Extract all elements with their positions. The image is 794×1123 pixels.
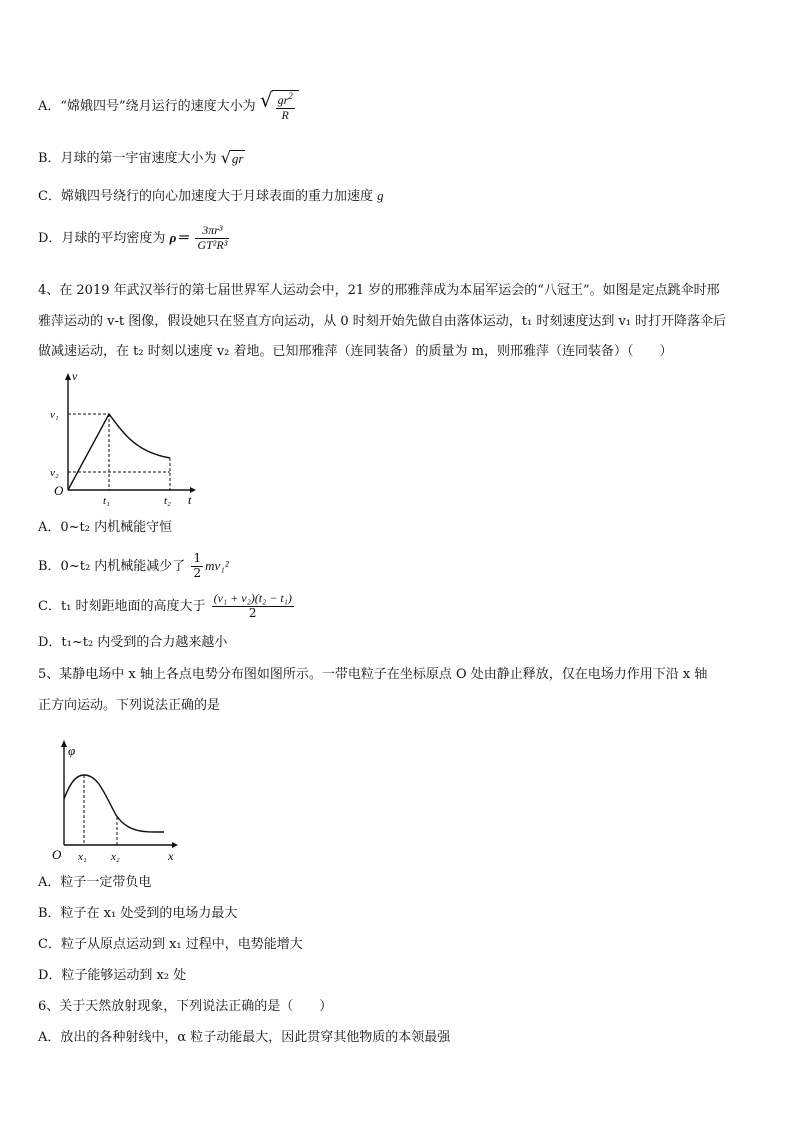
q3-option-c-g: g (377, 188, 384, 203)
q3-option-d-rho: ρ＝ (169, 229, 190, 245)
q4-stem-line2: 雅萍运动的 v-t 图像，假设她只在竖直方向运动，从 0 时刻开始先做自由落体运动，t₁ 时刻速度达到 v₁ 时打开降落伞后 (38, 314, 727, 329)
q4-label-v1: v₁ (50, 409, 59, 421)
q5-option-d: D．粒子能够运动到 x₂ 处 (38, 968, 187, 983)
q4-c-den: 2 (248, 605, 257, 620)
q4-option-c-text: C．t₁ 时刻距地面的高度大于 (38, 598, 206, 614)
q5-x-arrow (172, 842, 178, 848)
q4-vt-curve (68, 414, 170, 490)
q3-option-d-text: D．月球的平均密度为 (38, 230, 166, 246)
q3-option-b-text: B．月球的第一宇宙速度大小为 (38, 150, 217, 166)
q3-option-d (38, 224, 231, 253)
q3-b-expr: gr (231, 151, 244, 166)
q3-option-c (38, 188, 384, 205)
q5-stem-line2: 正方向运动。下列说法正确的是 (38, 698, 221, 713)
q4-b-den: 2 (193, 565, 202, 580)
q4-option-c (38, 592, 296, 621)
q6-stem: 6、关于天然放射现象，下列说法正确的是（ ） (38, 999, 333, 1014)
q4-stem-line3: 做减速运动，在 t₂ 时刻以速度 v₂ 着地。已知邢雅萍（连同装备）的质量为 m，则邢雅萍（连同装备）（ ） (38, 344, 673, 359)
q4-origin: O (54, 483, 64, 498)
q5-y-arrow (61, 740, 67, 747)
q3-option-a-sqrt: √ $\frac{gr^2}{R}$ (260, 90, 299, 123)
q5-stem-line1: 5、某静电场中 x 轴上各点电势分布图如图所示。一带电粒子在坐标原点 O 处由静止释放，仅在电场力作用下沿 x 轴 (38, 667, 708, 682)
q3-a-num-sup: 2 (288, 91, 293, 101)
q3-option-a-text: A．“嫦娥四号”绕月运行的速度大小为 (38, 98, 256, 114)
q5-axis-phi: φ (68, 743, 76, 758)
q4-option-c-fraction (212, 592, 294, 621)
q4-option-b-fraction (191, 552, 203, 581)
q4-b-num: 1 (193, 551, 202, 565)
q4-stem-line1: 4、在 2019 年武汉举行的第七届世界军人运动会中，21 岁的邢雅萍成为本届军运会的“八冠王”。如图是定点跳伞时邢 (38, 283, 720, 298)
q4-axis-t: t (188, 493, 192, 507)
q4-option-b (38, 552, 229, 581)
q4-label-t1: t₁ (103, 495, 110, 507)
q4-axis-v: v (72, 369, 78, 383)
q3-option-c-text: C．嫦娥四号绕行的向心加速度大于月球表面的重力加速度 (38, 189, 373, 204)
q5-potential-graph (48, 735, 198, 870)
q3-option-b-sqrt: √ gr (220, 148, 244, 167)
q4-y-arrow (65, 373, 71, 380)
q4-label-v2: v₂ (50, 467, 59, 479)
q3-option-a-fraction (276, 91, 295, 123)
q5-potential-curve (64, 775, 164, 832)
q3-option-d-fraction (195, 224, 229, 253)
q3-option-b (38, 150, 245, 167)
q5-label-x2: x₂ (111, 851, 120, 863)
q4-option-a: A．0~t₂ 内机械能守恒 (38, 520, 173, 535)
q5-axis-x: x (168, 849, 174, 863)
q5-label-x1: x₁ (78, 851, 87, 863)
q6-option-a: A．放出的各种射线中，α 粒子动能最大，因此贯穿其他物质的本领最强 (38, 1030, 451, 1045)
q3-a-num: gr (277, 93, 289, 107)
q4-option-d: D．t₁~t₂ 内受到的合力越来越小 (38, 635, 228, 650)
q5-origin: O (52, 847, 62, 862)
q4-option-b-text: B．0~t₂ 内机械能减少了 (38, 558, 186, 574)
q4-b-tail: mv₁² (205, 557, 229, 573)
q4-label-t2: t₂ (164, 495, 171, 507)
q3-d-num: 3πr³ (195, 224, 229, 239)
q5-option-b: B．粒子在 x₁ 处受到的电场力最大 (38, 906, 238, 921)
q4-c-num: (v₁ + v₂)(t₂ − t₁) (213, 591, 292, 605)
q4-vt-graph (40, 368, 200, 508)
q3-option-a (38, 90, 299, 123)
q3-a-den: R (281, 107, 289, 122)
q5-option-a: A．粒子一定带负电 (38, 875, 152, 890)
q3-d-den: GT²R³ (197, 237, 228, 252)
q5-option-c: C．粒子从原点运动到 x₁ 过程中，电势能增大 (38, 937, 303, 952)
